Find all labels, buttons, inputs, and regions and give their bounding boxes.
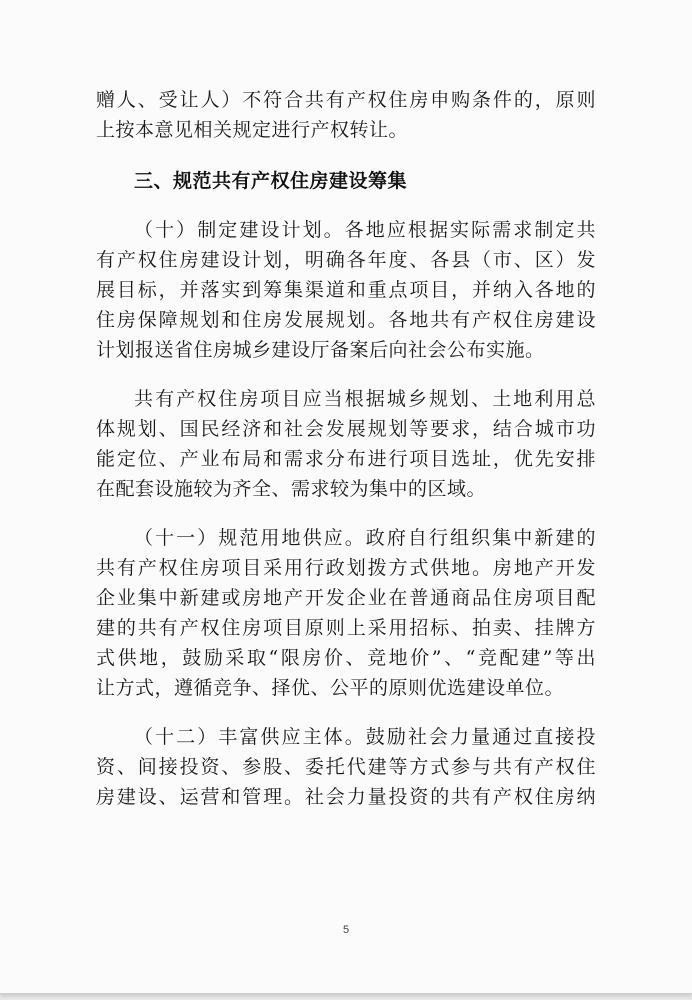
text-line: （十二）丰富供应主体。鼓励社会力量通过直接投 <box>134 726 596 748</box>
text-line: （十）制定建设计划。各地应根据实际需求制定共 <box>134 219 596 241</box>
paragraph-11 <box>96 523 596 703</box>
text-line: 共有产权住房项目采用行政划拨方式供地。房地产开发 <box>96 557 596 579</box>
text-line: 能定位、产业布局和需求分布进行项目选址，优先安排 <box>96 448 596 470</box>
text-line: 在配套设施较为齐全、需求较为集中的区域。 <box>96 478 487 500</box>
text-line: （十一）规范用地供应。政府自行组织集中新建的 <box>134 527 596 549</box>
text-line: 展目标，并落实到筹集渠道和重点项目，并纳入各地的 <box>96 279 596 301</box>
text-line: 赠人、受让人）不符合共有产权住房申购条件的，原则 <box>96 89 596 111</box>
text-line: 体规划、国民经济和社会发展规划等要求，结合城市功 <box>96 418 596 440</box>
text-line: 让方式，遵循竞争、择优、公平的原则优选建设单位。 <box>96 677 565 699</box>
text-line: 房建设、运营和管理。社会力量投资的共有产权住房纳 <box>96 786 596 808</box>
document-body <box>96 85 596 812</box>
text-line: 企业集中新建或房地产开发企业在普通商品住房项目配 <box>96 587 596 609</box>
paragraph-10 <box>96 215 596 365</box>
continuation-paragraph <box>96 85 596 145</box>
paragraph-12 <box>96 722 596 812</box>
text-line: 资、间接投资、参股、委托代建等方式参与共有产权住 <box>96 756 596 778</box>
text-line: 上按本意见相关规定进行产权转让。 <box>96 119 409 141</box>
paragraph-10-continued <box>96 384 596 504</box>
text-line: 住房保障规划和住房发展规划。各地共有产权住房建设 <box>96 309 596 331</box>
text-line: 有产权住房建设计划，明确各年度、各县（市、区）发 <box>96 249 596 271</box>
text-line: 计划报送省住房城乡建设厅备案后向社会公布实施。 <box>96 339 545 361</box>
text-line: 建的共有产权住房项目原则上采用招标、拍卖、挂牌方 <box>96 617 596 639</box>
text-line: 式供地，鼓励采取“限房价、竞地价”、“竞配建”等出 <box>96 647 596 669</box>
section-heading: 三、规范共有产权住房建设筹集 <box>134 170 408 192</box>
page-number: 5 <box>342 924 350 936</box>
text-line: 共有产权住房项目应当根据城乡规划、土地利用总 <box>134 388 596 410</box>
